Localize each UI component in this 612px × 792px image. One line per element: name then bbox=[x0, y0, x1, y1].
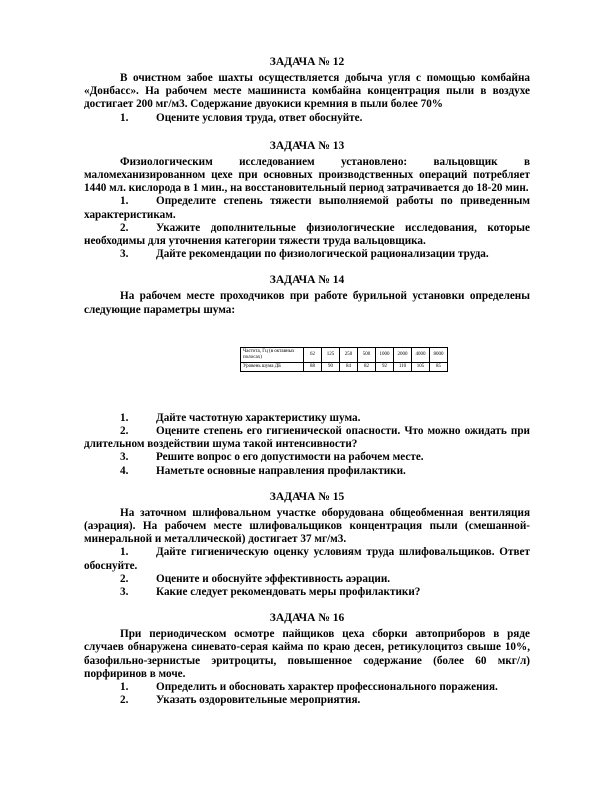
table-cell: 105 bbox=[412, 362, 430, 371]
table-cell: 8000 bbox=[430, 347, 448, 362]
item-text: Определите степень тяжести выполняемой работы по приведенным характеристикам. bbox=[84, 195, 530, 221]
task-item bbox=[84, 112, 530, 125]
item-number: 1. bbox=[120, 195, 129, 208]
task-paragraph: При периодическом осмотре пайщиков цеха сборки автоприборов в ряде случаев обнаружена синевато-серая кайма по краю десен, ретикулоцитоз свыше 10%, базофильно-зернистые эритроциты, повышенное содержание (более 60 мкг/л) порфиринов в моче. bbox=[84, 628, 530, 680]
table-cell: 1000 bbox=[376, 347, 394, 362]
item-number: 1. bbox=[120, 681, 129, 694]
table-row bbox=[241, 347, 448, 362]
task-item bbox=[84, 248, 530, 261]
table-row bbox=[241, 362, 448, 371]
item-number: 3. bbox=[120, 586, 129, 599]
table-cell: 2000 bbox=[394, 347, 412, 362]
item-text: Оцените условия труда, ответ обоснуйте. bbox=[156, 111, 363, 124]
item-text: Определить и обосновать характер профессионального поражения. bbox=[156, 681, 498, 694]
item-text: Какие следует рекомендовать меры профилактики? bbox=[156, 586, 421, 599]
noise-table bbox=[240, 347, 448, 372]
item-number: 2. bbox=[120, 572, 129, 585]
item-text: Дайте рекомендации по физиологической рационализации труда. bbox=[156, 248, 489, 261]
table-cell: 88 bbox=[304, 362, 322, 371]
table-cell: 250 bbox=[340, 347, 358, 362]
item-text: Оцените и обоснуйте эффективность аэрации. bbox=[156, 572, 391, 585]
task-item bbox=[84, 694, 530, 707]
item-text: Укажите дополнительные физиологические исследования, которые необходимы для уточнения категории тяжести труда вальцовщика. bbox=[84, 221, 530, 248]
task-paragraph: В очистном забое шахты осуществляется добыча угля с помощью комбайна «Донбасс». На рабочем месте машиниста комбайна концентрация пыли в воздухе достигает 200 мг/м3. Содержание двуокиси кремния в пыли более 70% bbox=[84, 72, 530, 111]
task-item bbox=[84, 451, 530, 464]
item-number: 4. bbox=[120, 464, 129, 477]
task-items bbox=[84, 412, 530, 478]
task-item bbox=[84, 465, 530, 478]
task-item bbox=[84, 586, 530, 599]
item-text: Указать оздоровительные мероприятия. bbox=[156, 694, 361, 707]
task-item bbox=[84, 222, 530, 248]
task-item bbox=[84, 195, 530, 221]
task-title: ЗАДАЧА № 15 bbox=[269, 490, 345, 503]
table-cell: 85 bbox=[430, 362, 448, 371]
task-title: ЗАДАЧА № 12 bbox=[269, 56, 345, 68]
task-16 bbox=[84, 611, 530, 707]
table-row-label: Уровень шума ДБ bbox=[241, 362, 304, 371]
item-number: 2. bbox=[120, 694, 129, 707]
task-13 bbox=[84, 139, 530, 262]
item-number: 2. bbox=[120, 425, 129, 438]
document-page bbox=[84, 55, 530, 708]
item-text: Наметьте основные направления профилактики. bbox=[156, 464, 406, 477]
item-text: Оцените степень его гигиенической опасности. Что можно ожидать при длительном воздействии шума такой интенсивности? bbox=[84, 425, 530, 451]
item-text: Дайте частотную характеристику шума. bbox=[156, 411, 361, 424]
task-item bbox=[84, 546, 530, 572]
task-title: ЗАДАЧА № 14 bbox=[269, 274, 345, 287]
table-cell: 62 bbox=[304, 347, 322, 362]
task-title: ЗАДАЧА № 16 bbox=[269, 612, 345, 625]
task-item bbox=[84, 412, 530, 425]
item-number: 3. bbox=[120, 451, 129, 464]
table-cell: 125 bbox=[322, 347, 340, 362]
table-row-label: Частота, Гц (в октавных полосах) bbox=[241, 347, 304, 362]
table-cell: 92 bbox=[376, 362, 394, 371]
item-text: Решите вопрос о его допустимости на рабочем месте. bbox=[156, 451, 424, 464]
task-15 bbox=[84, 490, 530, 599]
task-item bbox=[84, 681, 530, 694]
item-text: Дайте гигиеническую оценку условиям труда шлифовальщиков. Ответ обоснуйте. bbox=[84, 546, 530, 572]
table-cell: 84 bbox=[340, 362, 358, 371]
task-14 bbox=[84, 273, 530, 477]
item-number: 1. bbox=[120, 111, 129, 124]
task-item bbox=[84, 425, 530, 451]
task-paragraph: На рабочем месте проходчиков при работе бурильной установки определены следующие параметры шума: bbox=[84, 290, 530, 316]
table-cell: 4000 bbox=[412, 347, 430, 362]
table-cell: 500 bbox=[358, 347, 376, 362]
item-number: 2. bbox=[120, 221, 129, 234]
table-cell: 110 bbox=[394, 362, 412, 371]
task-12 bbox=[84, 55, 530, 125]
task-paragraph: Физиологическим исследованием установлено: вальцовщик в маломеханизированном цехе при основных производственных операций потребляет 1440 мл. кислорода в 1 мин., на восстановительный период затрачивается до 18-20 мин. bbox=[84, 155, 530, 195]
item-number: 1. bbox=[120, 546, 129, 559]
task-title: ЗАДАЧА № 13 bbox=[269, 139, 345, 152]
table-cell: 90 bbox=[322, 362, 340, 371]
item-number: 1. bbox=[120, 411, 129, 424]
task-item bbox=[84, 573, 530, 586]
task-paragraph: На заточном шлифовальном участке оборудована общеобменная вентиляция (аэрация). На рабочем месте шлифовальщиков концентрация пыли (смешанной-минеральной и металлической) достигает 37 мг/м3. bbox=[84, 506, 530, 546]
table-cell: 82 bbox=[358, 362, 376, 371]
item-number: 3. bbox=[120, 248, 129, 261]
